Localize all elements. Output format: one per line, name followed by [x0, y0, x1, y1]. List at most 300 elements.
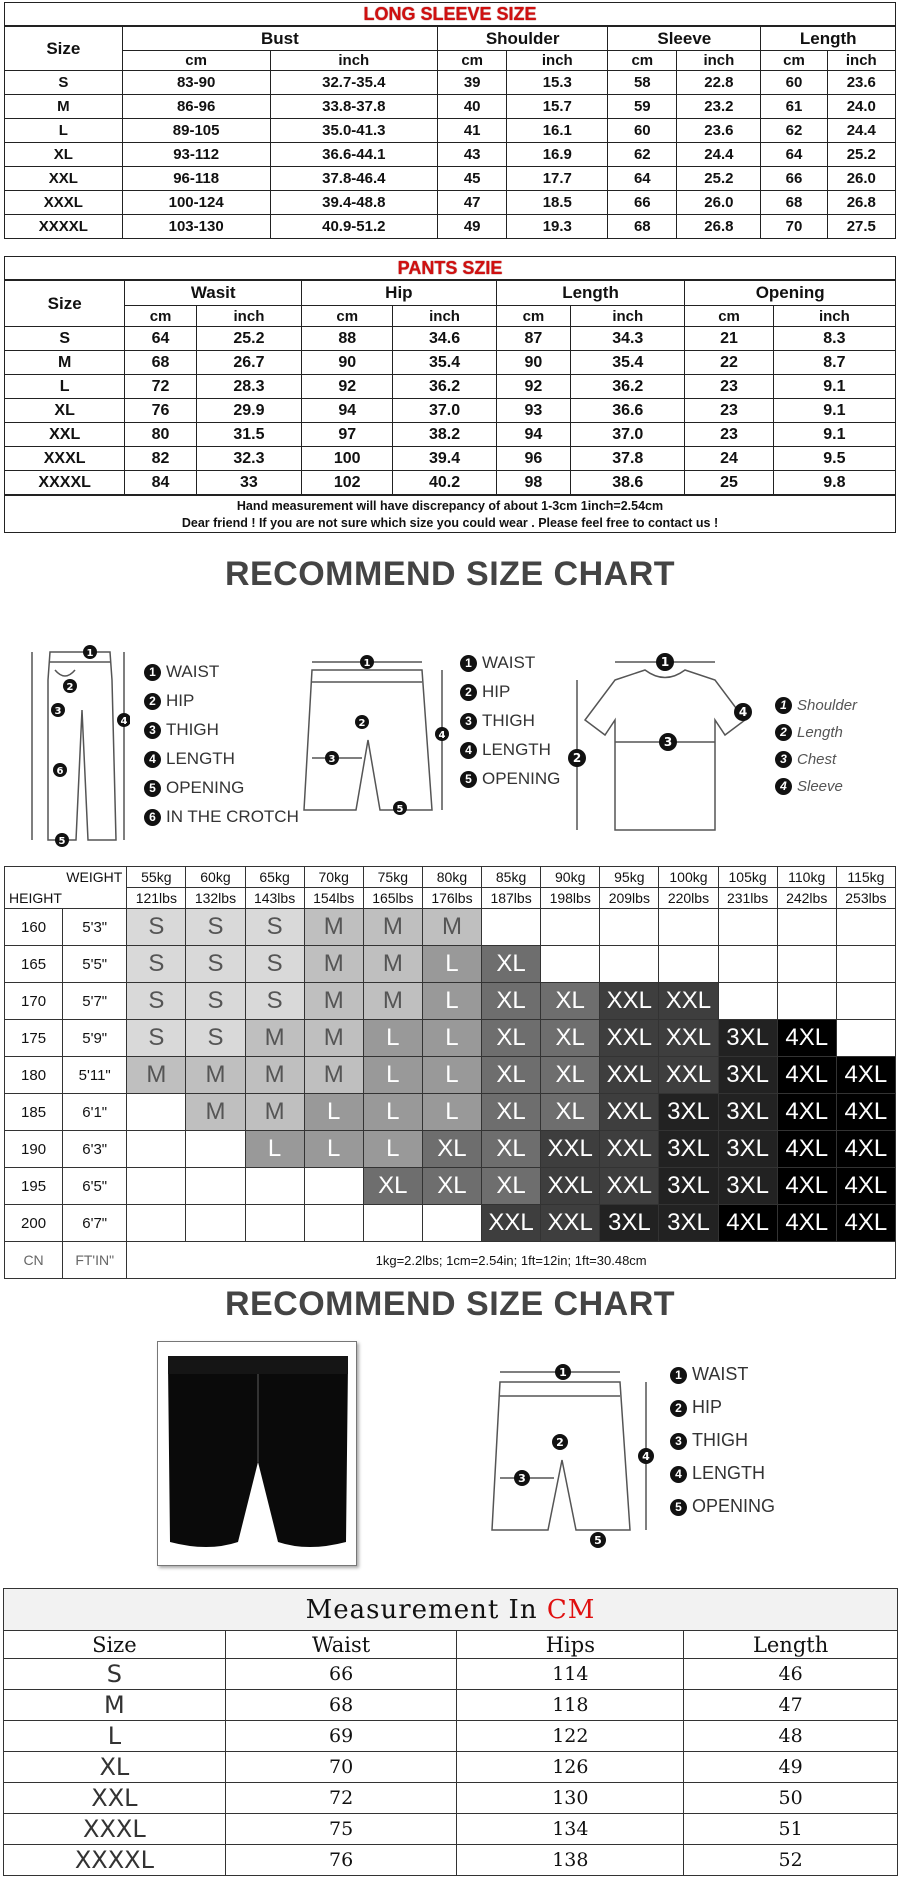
svg-text:3: 3: [518, 1472, 526, 1485]
value-cell: 118: [457, 1690, 684, 1721]
value-cell: 9.1: [773, 375, 895, 399]
value-cell: 114: [457, 1659, 684, 1690]
size-cell: S: [186, 1020, 245, 1057]
height-cm: 165: [5, 946, 63, 983]
value-cell: 126: [457, 1752, 684, 1783]
measurement-title-text: Measurement In: [305, 1594, 547, 1625]
size-cell: XXL: [600, 1131, 659, 1168]
value-cell: 130: [457, 1783, 684, 1814]
value-cell: 94: [496, 423, 570, 447]
weight-kg: 90kg: [541, 867, 600, 888]
size-cell: XL: [482, 946, 541, 983]
size-cell: XL: [482, 1020, 541, 1057]
table-row: [5, 1205, 896, 1242]
group-header: Bust: [122, 27, 437, 51]
size-cell: S: [127, 946, 186, 983]
size-cell: 4XL: [836, 1205, 895, 1242]
group-header: Shoulder: [438, 27, 608, 51]
size-cell: L: [5, 119, 123, 143]
size-cell: 4XL: [836, 1131, 895, 1168]
value-cell: 72: [125, 375, 197, 399]
table-row: [5, 1057, 896, 1094]
table-row: [5, 143, 896, 167]
table-row: [5, 167, 896, 191]
table-row: [5, 71, 896, 95]
height-ft: 6'3": [63, 1131, 127, 1168]
weight-lbs: 187lbs: [482, 888, 541, 909]
weight-kg: 115kg: [836, 867, 895, 888]
legend-item: [670, 1391, 775, 1424]
number-badge-icon: 3: [144, 722, 161, 739]
size-cell: [541, 946, 600, 983]
size-cell: L: [5, 375, 125, 399]
height-ft: 5'11": [63, 1057, 127, 1094]
legend-label: WAIST: [482, 653, 536, 672]
size-cell: [245, 1205, 304, 1242]
value-cell: 134: [457, 1814, 684, 1845]
value-cell: 38.2: [393, 423, 496, 447]
value-cell: 34.6: [393, 327, 496, 351]
table-row: [5, 447, 896, 471]
height-ft: 5'7": [63, 983, 127, 1020]
size-cell: [186, 1168, 245, 1205]
value-cell: 39.4: [393, 447, 496, 471]
size-cell: [304, 1205, 363, 1242]
shorts-diagram-icon: [292, 650, 450, 835]
size-cell: XXL: [600, 1094, 659, 1131]
size-cell: 3XL: [718, 1168, 777, 1205]
size-cell: M: [127, 1057, 186, 1094]
column-header: Length: [684, 1631, 898, 1659]
unit-header: inch: [270, 51, 438, 71]
table-row: [5, 327, 896, 351]
value-cell: 80: [125, 423, 197, 447]
size-cell: 3XL: [718, 1131, 777, 1168]
value-cell: 35.4: [393, 351, 496, 375]
table-row: [5, 909, 896, 946]
size-cell: XXL: [5, 423, 125, 447]
size-cell: [659, 946, 718, 983]
number-badge-icon: 3: [460, 713, 477, 730]
height-ft: 5'3": [63, 909, 127, 946]
size-cell: XXL: [600, 1020, 659, 1057]
unit-header: cm: [302, 306, 393, 327]
column-header: Size: [4, 1631, 226, 1659]
value-cell: 25.2: [827, 143, 895, 167]
unit-header: inch: [507, 51, 608, 71]
weight-kg: 85kg: [482, 867, 541, 888]
pants-diagram-icon: [20, 640, 130, 850]
number-badge-icon: 4: [775, 778, 792, 795]
size-cell: [127, 1131, 186, 1168]
value-cell: 66: [761, 167, 827, 191]
value-cell: 102: [302, 471, 393, 495]
svg-text:2: 2: [66, 682, 74, 693]
svg-text:5: 5: [396, 804, 404, 815]
number-badge-icon: 6: [144, 809, 161, 826]
table-row: [5, 1131, 896, 1168]
value-cell: 35.4: [571, 351, 685, 375]
size-cell: [777, 909, 836, 946]
value-cell: 69: [225, 1721, 457, 1752]
size-cell: M: [304, 1020, 363, 1057]
weight-lbs: 143lbs: [245, 888, 304, 909]
size-cell: M: [245, 1094, 304, 1131]
number-badge-icon: 4: [670, 1466, 687, 1483]
value-cell: 41: [438, 119, 507, 143]
size-cell: L: [245, 1131, 304, 1168]
size-cell: XL: [363, 1168, 422, 1205]
value-cell: 16.9: [507, 143, 608, 167]
height-cm: 160: [5, 909, 63, 946]
size-cell: L: [363, 1057, 422, 1094]
legend-label: OPENING: [482, 769, 561, 788]
value-cell: 66: [225, 1659, 457, 1690]
unit-header: cm: [761, 51, 827, 71]
legend-label: HIP: [482, 682, 511, 701]
value-cell: 89-105: [122, 119, 270, 143]
size-cell: XXL: [600, 1057, 659, 1094]
size-cell: [836, 1020, 895, 1057]
weight-kg: 70kg: [304, 867, 363, 888]
value-cell: 60: [761, 71, 827, 95]
value-cell: 76: [225, 1845, 457, 1876]
svg-text:1: 1: [363, 658, 371, 669]
value-cell: 26.7: [196, 351, 301, 375]
value-cell: 35.0-41.3: [270, 119, 438, 143]
size-cell: 3XL: [659, 1205, 718, 1242]
svg-text:4: 4: [642, 1450, 650, 1463]
svg-text:2: 2: [556, 1436, 564, 1449]
value-cell: 75: [225, 1814, 457, 1845]
size-cell: S: [245, 946, 304, 983]
size-cell: XXL: [541, 1131, 600, 1168]
height-label: HEIGHT: [5, 888, 127, 909]
legend-item: [144, 744, 299, 773]
value-cell: 86-96: [122, 95, 270, 119]
size-cell: [482, 909, 541, 946]
measurement-section: [3, 1588, 898, 1876]
svg-text:2: 2: [572, 751, 582, 765]
size-header: Size: [5, 27, 123, 71]
number-badge-icon: 2: [460, 684, 477, 701]
size-cell: 3XL: [659, 1168, 718, 1205]
value-cell: 24: [685, 447, 773, 471]
svg-text:6: 6: [56, 766, 64, 777]
svg-text:2: 2: [358, 718, 366, 729]
number-badge-icon: 2: [775, 724, 792, 741]
pants-section: [4, 256, 896, 533]
size-cell: S: [5, 71, 123, 95]
size-cell: XL: [482, 1094, 541, 1131]
size-cell: XXL: [541, 1205, 600, 1242]
value-cell: 37.8-46.4: [270, 167, 438, 191]
value-cell: 60: [608, 119, 677, 143]
unit-header: cm: [438, 51, 507, 71]
height-cm: 180: [5, 1057, 63, 1094]
recommend-heading-1: RECOMMEND SIZE CHART: [224, 555, 676, 593]
legend-label: LENGTH: [482, 740, 551, 759]
value-cell: 23: [685, 375, 773, 399]
value-cell: 29.9: [196, 399, 301, 423]
size-cell: [127, 1094, 186, 1131]
size-cell: XXL: [659, 983, 718, 1020]
legend-label: WAIST: [166, 662, 220, 681]
value-cell: 33.8-37.8: [270, 95, 438, 119]
size-cell: [422, 1205, 481, 1242]
legend-item: [775, 719, 857, 746]
size-cell: [127, 1205, 186, 1242]
size-cell: L: [304, 1131, 363, 1168]
tshirt-diagram-icon: [565, 650, 765, 840]
value-cell: 26.0: [827, 167, 895, 191]
group-header: Hip: [302, 281, 497, 306]
height-cm: 185: [5, 1094, 63, 1131]
size-cell: XXL: [659, 1057, 718, 1094]
size-cell: M: [5, 351, 125, 375]
legend-label: HIP: [166, 691, 195, 710]
size-cell: 3XL: [659, 1131, 718, 1168]
size-cell: S: [4, 1659, 226, 1690]
size-cell: XL: [482, 1057, 541, 1094]
height-cm: 190: [5, 1131, 63, 1168]
conversion-note: 1kg=2.2lbs; 1cm=2.54in; 1ft=12in; 1ft=30.48cm: [127, 1242, 896, 1279]
weight-kg: 80kg: [422, 867, 481, 888]
size-cell: M: [186, 1057, 245, 1094]
svg-text:4: 4: [438, 730, 446, 741]
size-cell: XL: [422, 1168, 481, 1205]
recommend-heading-2: RECOMMEND SIZE CHART: [224, 1285, 676, 1323]
size-cell: M: [186, 1094, 245, 1131]
value-cell: 48: [684, 1721, 898, 1752]
table-row: [5, 471, 896, 495]
column-header: Waist: [225, 1631, 457, 1659]
size-cell: XL: [541, 1020, 600, 1057]
value-cell: 8.7: [773, 351, 895, 375]
size-cell: L: [422, 1057, 481, 1094]
size-cell: [836, 946, 895, 983]
size-cell: M: [245, 1057, 304, 1094]
value-cell: 96-118: [122, 167, 270, 191]
size-cell: 4XL: [777, 1205, 836, 1242]
value-cell: 62: [608, 143, 677, 167]
value-cell: 24.4: [827, 119, 895, 143]
size-cell: [363, 1205, 422, 1242]
legend-label: THIGH: [692, 1430, 748, 1450]
svg-text:4: 4: [738, 705, 748, 719]
unit-header: inch: [827, 51, 895, 71]
size-cell: S: [127, 983, 186, 1020]
value-cell: 68: [761, 191, 827, 215]
weight-kg: 75kg: [363, 867, 422, 888]
number-badge-icon: 1: [144, 664, 161, 681]
size-cell: 4XL: [777, 1020, 836, 1057]
value-cell: 90: [496, 351, 570, 375]
size-cell: M: [363, 946, 422, 983]
size-cell: XL: [5, 399, 125, 423]
value-cell: 23.2: [677, 95, 761, 119]
size-cell: [836, 983, 895, 1020]
recommend-size-table: [4, 866, 896, 1279]
table-row: [5, 423, 896, 447]
value-cell: 26.0: [677, 191, 761, 215]
weight-kg: 65kg: [245, 867, 304, 888]
size-cell: S: [245, 983, 304, 1020]
value-cell: 36.6-44.1: [270, 143, 438, 167]
table-row: [5, 1094, 896, 1131]
number-badge-icon: 2: [670, 1400, 687, 1417]
value-cell: 26.8: [677, 215, 761, 239]
size-cell: XXXXL: [5, 471, 125, 495]
size-cell: L: [422, 1094, 481, 1131]
svg-text:1: 1: [660, 655, 670, 669]
height-ft: 5'5": [63, 946, 127, 983]
value-cell: 46: [684, 1659, 898, 1690]
size-cell: XXXL: [5, 447, 125, 471]
size-cell: L: [363, 1094, 422, 1131]
svg-text:3: 3: [663, 735, 673, 749]
value-cell: 88: [302, 327, 393, 351]
legend-label: OPENING: [692, 1496, 776, 1516]
unit-header: inch: [677, 51, 761, 71]
value-cell: 83-90: [122, 71, 270, 95]
table-row: [5, 1020, 896, 1057]
shirt-legend: [775, 692, 857, 800]
legend-item: [460, 735, 560, 764]
size-cell: M: [363, 909, 422, 946]
weight-lbs: 121lbs: [127, 888, 186, 909]
value-cell: 52: [684, 1845, 898, 1876]
legend-item: [670, 1490, 775, 1523]
weight-lbs: 198lbs: [541, 888, 600, 909]
size-cell: XXL: [600, 1168, 659, 1205]
shorts-legend-2: [670, 1358, 775, 1523]
shorts-diagram-2-icon: [480, 1360, 660, 1560]
value-cell: 17.7: [507, 167, 608, 191]
value-cell: 8.3: [773, 327, 895, 351]
value-cell: 62: [761, 119, 827, 143]
value-cell: 27.5: [827, 215, 895, 239]
value-cell: 9.1: [773, 423, 895, 447]
size-cell: 4XL: [836, 1094, 895, 1131]
value-cell: 9.5: [773, 447, 895, 471]
size-cell: XL: [541, 1057, 600, 1094]
size-cell: 3XL: [659, 1094, 718, 1131]
legend-label: LENGTH: [692, 1463, 766, 1483]
footer-cn: CN: [5, 1242, 63, 1279]
measurement-note: [4, 495, 896, 533]
size-cell: [541, 909, 600, 946]
value-cell: 39: [438, 71, 507, 95]
value-cell: 49: [438, 215, 507, 239]
size-cell: 4XL: [836, 1168, 895, 1205]
value-cell: 47: [684, 1690, 898, 1721]
legend-item: [460, 764, 560, 793]
value-cell: 43: [438, 143, 507, 167]
size-cell: [777, 983, 836, 1020]
size-cell: XXXL: [4, 1814, 226, 1845]
size-cell: [127, 1168, 186, 1205]
size-cell: S: [186, 983, 245, 1020]
value-cell: 122: [457, 1721, 684, 1752]
legend-item: [775, 692, 857, 719]
unit-header: cm: [125, 306, 197, 327]
size-cell: L: [422, 946, 481, 983]
value-cell: 138: [457, 1845, 684, 1876]
table-row: [5, 375, 896, 399]
value-cell: 40: [438, 95, 507, 119]
svg-text:5: 5: [594, 1534, 602, 1547]
height-ft: 6'5": [63, 1168, 127, 1205]
legend-label: THIGH: [166, 720, 219, 739]
svg-text:1: 1: [559, 1366, 567, 1379]
height-cm: 170: [5, 983, 63, 1020]
value-cell: 70: [225, 1752, 457, 1783]
size-cell: [186, 1131, 245, 1168]
value-cell: 23.6: [677, 119, 761, 143]
value-cell: 32.7-35.4: [270, 71, 438, 95]
table-row: [4, 1752, 898, 1783]
table-row: [5, 983, 896, 1020]
legend-label: OPENING: [166, 778, 245, 797]
footer-ft: FT'IN": [63, 1242, 127, 1279]
table-row: [5, 351, 896, 375]
size-cell: L: [304, 1094, 363, 1131]
value-cell: 23: [685, 423, 773, 447]
height-cm: 175: [5, 1020, 63, 1057]
long-sleeve-section: [4, 2, 896, 239]
long-sleeve-table: [4, 26, 896, 239]
measurement-unit: CM: [546, 1594, 596, 1625]
value-cell: 50: [684, 1783, 898, 1814]
group-header: Length: [496, 281, 685, 306]
legend-label: WAIST: [692, 1364, 749, 1384]
height-ft: 6'1": [63, 1094, 127, 1131]
size-cell: XL: [4, 1752, 226, 1783]
value-cell: 36.2: [571, 375, 685, 399]
table-row: [4, 1783, 898, 1814]
unit-header: inch: [393, 306, 496, 327]
value-cell: 92: [496, 375, 570, 399]
size-cell: [718, 946, 777, 983]
value-cell: 66: [608, 191, 677, 215]
size-cell: L: [422, 1020, 481, 1057]
size-cell: [304, 1168, 363, 1205]
size-cell: L: [422, 983, 481, 1020]
value-cell: 28.3: [196, 375, 301, 399]
value-cell: 58: [608, 71, 677, 95]
value-cell: 68: [608, 215, 677, 239]
size-cell: XXXL: [5, 191, 123, 215]
pants-table: [4, 280, 896, 495]
size-cell: L: [363, 1131, 422, 1168]
legend-item: [775, 746, 857, 773]
group-header: Length: [761, 27, 896, 51]
weight-lbs: 132lbs: [186, 888, 245, 909]
number-badge-icon: 1: [460, 655, 477, 672]
value-cell: 93: [496, 399, 570, 423]
size-cell: XXL: [659, 1020, 718, 1057]
legend-item: [144, 686, 299, 715]
size-cell: M: [4, 1690, 226, 1721]
black-shorts-icon: [158, 1342, 358, 1567]
legend-item: [670, 1424, 775, 1457]
value-cell: 40.2: [393, 471, 496, 495]
size-cell: 4XL: [777, 1131, 836, 1168]
number-badge-icon: 2: [144, 693, 161, 710]
table-row: [5, 95, 896, 119]
size-cell: XL: [541, 1094, 600, 1131]
